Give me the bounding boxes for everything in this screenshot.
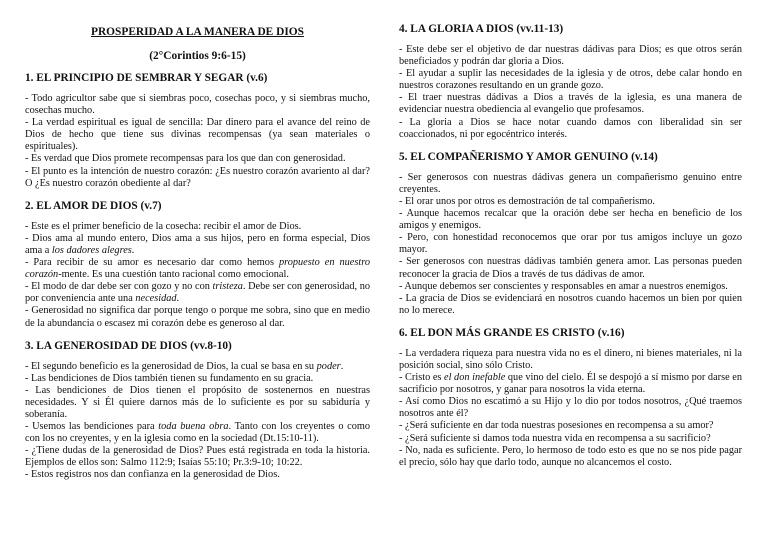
bullet-paragraph xyxy=(25,305,370,329)
right-sections xyxy=(399,22,742,469)
paragraph-text: - La gloria a Dios se hace notar cuando damos con liberalidad sin ser coaccionados, ni por egocéntrico interés. xyxy=(399,116,742,140)
paragraph-text: . Debe ser con generosidad, no por conveniencia ante una xyxy=(25,281,370,305)
section-6 xyxy=(399,326,742,469)
section-1 xyxy=(25,71,370,190)
paragraph-text: . Tanto con los creyentes o como con los no creyentes, y en la iglesia como en la sociedad (Dt.15:10-11). xyxy=(25,421,371,445)
bullet-paragraph xyxy=(25,361,370,373)
left-sections xyxy=(25,71,370,482)
bullet-paragraph xyxy=(25,469,370,481)
bullet-paragraph xyxy=(25,93,370,117)
paragraph-text: - El traer nuestras dádivas a Dios a través de la iglesia, es una manera de evidenciar nuestra obediencia al evangelio que profesamos. xyxy=(399,92,742,116)
section-4 xyxy=(399,22,742,141)
bullet-paragraph xyxy=(399,232,742,256)
paragraph-text: - No, nada es suficiente. Pero, lo hermoso de todo esto es que no se nos pide pagar el precio, sólo hay que darlo todo, aunque no alcancemos el costo. xyxy=(399,444,742,468)
bullet-paragraph xyxy=(399,372,742,396)
section-3 xyxy=(25,339,370,482)
paragraph-text: . xyxy=(340,360,344,372)
bullet-paragraph xyxy=(25,421,370,445)
paragraph-text: - Las bendiciones de Dios también tienen su fundamento en su gracia. xyxy=(25,372,314,384)
paragraph-text: - Pero, con honestidad reconocemos que orar por tus amigos incluye un gozo mayor. xyxy=(399,232,742,256)
bullet-paragraph xyxy=(399,92,742,116)
paragraph-text: - Dios ama al mundo entero, Dios ama a sus hijos, pero en forma especial, Dios ama a xyxy=(25,232,370,256)
bullet-paragraph xyxy=(399,256,742,280)
bullet-paragraph xyxy=(25,153,370,165)
section-heading: 6. EL DON MÁS GRANDE ES CRISTO (v.16) xyxy=(399,326,625,339)
document-subtitle: (2°Corintios 9:6-15) xyxy=(149,50,246,62)
emphasis-text: toda buena obra xyxy=(158,421,229,433)
paragraph-text: - Para recibir de su amor es necesario dar como hemos xyxy=(25,257,279,269)
paragraph-text: - Usemos las bendiciones para xyxy=(25,421,159,433)
paragraph-text: - ¿Tiene dudas de la generosidad de Dios? Pues está registrada en toda la historia. Ejemplos de ellos son: Salmo 112:9; Isaías 55:10; Pr.3:9-10; 10:22. xyxy=(25,445,370,469)
paragraph-text: - Cristo es xyxy=(399,372,445,384)
bullet-paragraph xyxy=(25,221,370,233)
emphasis-text: propuesto en nuestro corazón xyxy=(25,257,370,281)
document-title: PROSPERIDAD A LA MANERA DE DIOS xyxy=(91,26,304,38)
section-5 xyxy=(399,150,742,317)
paragraph-text: - El modo de dar debe ser con gozo y no con xyxy=(25,281,213,293)
paragraph-text: - Estos registros nos dan confianza en la generosidad de Dios. xyxy=(25,469,280,481)
paragraph-text: - El ayudar a suplir las necesidades de la iglesia y de otros, debe calar hondo en nuestros corazones resultando en un grande gozo. xyxy=(399,68,742,92)
paragraph-text: - La verdadera riqueza para nuestra vida no es el dinero, ni bienes materiales, ni la posición social, sino sólo Cristo. xyxy=(399,347,742,371)
right-column xyxy=(399,22,742,478)
bullet-paragraph xyxy=(399,396,742,420)
paragraph-text: - ¿Será suficiente en dar toda nuestras posesiones en recompensa a su amor? xyxy=(399,420,714,432)
paragraph-text: - Este debe ser el objetivo de dar nuestras dádivas para Dios; es que otros serán beneficiados y podrán dar gloria a Dios. xyxy=(399,44,742,68)
bullet-paragraph xyxy=(399,117,742,141)
bullet-paragraph xyxy=(25,373,370,385)
paragraph-text: - El orar unos por otros es demostración de tal compañerismo. xyxy=(399,195,655,207)
section-heading: 5. EL COMPAÑERISMO Y AMOR GENUINO (v.14) xyxy=(399,150,658,163)
section-heading: 2. EL AMOR DE DIOS (v.7) xyxy=(25,199,162,212)
paragraph-text: - Es verdad que Dios promete recompensas para los que dan con generosidad. xyxy=(25,153,346,165)
bullet-paragraph xyxy=(399,281,742,293)
paragraph-text: - El segundo beneficio es la generosidad de Dios, la cual se basa en su xyxy=(25,360,317,372)
bullet-paragraph xyxy=(399,208,742,232)
bullet-paragraph xyxy=(25,233,370,257)
paragraph-text: - La verdad espiritual es igual de sencilla: Dar dinero para el avance del reino de Dios de hecho que tiene sus divinas recompensas (ya sean materiales o espirituales). xyxy=(25,117,370,153)
section-heading: 3. LA GENEROSIDAD DE DIOS (vv.8-10) xyxy=(25,339,232,352)
bullet-paragraph xyxy=(25,281,370,305)
section-heading: 4. LA GLORIA A DIOS (vv.11-13) xyxy=(399,23,564,35)
bullet-paragraph xyxy=(25,166,370,190)
paragraph-text: - La gracia de Dios se evidenciará en nosotros cuando hacemos un bien por quien no lo merece. xyxy=(399,292,742,316)
paragraph-text: - Las bendiciones de Dios tienen el propósito de sostenernos en nuestras necesidades. Y si Él quiere darnos más de lo suficiente es por su sabiduría y soberanía. xyxy=(25,384,370,420)
bullet-paragraph xyxy=(399,293,742,317)
paragraph-text: - Aunque hacemos recalcar que la oración debe ser hecha en beneficio de los amigos y enemigos. xyxy=(399,208,742,232)
bullet-paragraph xyxy=(399,445,742,469)
paragraph-text: . xyxy=(176,293,180,305)
section-heading: 1. EL PRINCIPIO DE SEMBRAR Y SEGAR (v.6) xyxy=(25,72,268,84)
bullet-paragraph xyxy=(25,385,370,421)
paragraph-text: . xyxy=(131,244,135,256)
bullet-paragraph xyxy=(399,348,742,372)
emphasis-text: necesidad xyxy=(135,293,177,305)
bullet-paragraph xyxy=(399,433,742,445)
paragraph-text: - Todo agricultor sabe que si siembras poco, cosechas poco, y si siembras mucho, cosechas mucho. xyxy=(25,93,370,117)
paragraph-text: - Este es el primer beneficio de la cosecha: recibir el amor de Dios. xyxy=(25,220,302,232)
paragraph-text: - Ser generosos con nuestras dádivas también genera amor. Las personas pueden reconocer la gracia de Dios a través de tus dádivas de amor. xyxy=(399,256,742,280)
paragraph-text: - El punto es la intención de nuestro corazón: ¿Es nuestro corazón avariento al dar? O ¿Es nuestro corazón obediente al dar? xyxy=(25,165,370,189)
bullet-paragraph xyxy=(25,257,370,281)
paragraph-text: - ¿Será suficiente si damos toda nuestra vida en recompensa a su sacrificio? xyxy=(399,432,711,444)
paragraph-text: - Aunque debemos ser conscientes y responsables en amar a nuestros enemigos. xyxy=(399,280,728,292)
emphasis-text: poder xyxy=(316,360,341,372)
paragraph-text: - Así como Dios no escatimó a su Hijo y lo dio por todos nosotros, ¿Qué traemos nosotros ante él? xyxy=(399,396,742,420)
bullet-paragraph xyxy=(399,172,742,196)
emphasis-text: los dadores alegres xyxy=(51,244,132,256)
paragraph-text: -mente. Es una cuestión tanto racional como emocional. xyxy=(58,269,289,281)
bullet-paragraph xyxy=(399,44,742,68)
bullet-paragraph xyxy=(399,68,742,92)
left-column xyxy=(25,22,370,491)
paragraph-text: - Ser generosos con nuestras dádivas genera un compañerismo genuino entre creyentes. xyxy=(399,171,742,195)
bullet-paragraph xyxy=(25,117,370,153)
bullet-paragraph xyxy=(25,445,370,469)
section-2 xyxy=(25,199,370,330)
paragraph-text: - Generosidad no significa dar porque tengo o porque me sobra, sino que en medio de la abundancia o escasez mi corazón debe es generoso al dar. xyxy=(25,305,370,329)
bullet-paragraph xyxy=(399,196,742,208)
bullet-paragraph xyxy=(399,420,742,432)
emphasis-text: el don inefable xyxy=(444,372,506,384)
emphasis-text: tristeza xyxy=(212,281,243,293)
paragraph-text: que vino del cielo. Él se despojó a sí mismo por darse en sacrificio por nosotros, y ganar para nosotros la vida eterna. xyxy=(399,372,742,396)
